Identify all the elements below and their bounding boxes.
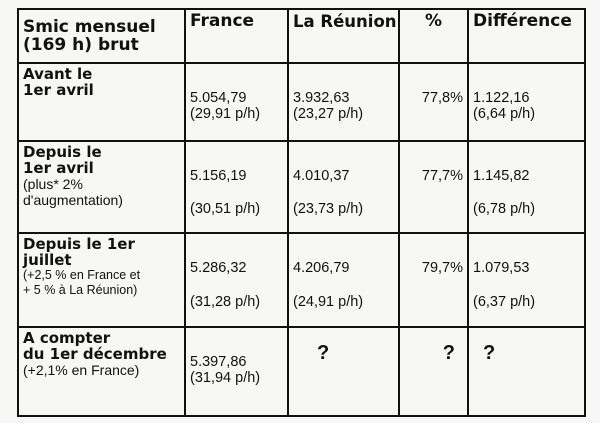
smic-table [17,8,586,417]
row-label-note: (+2,1% en France) [23,362,140,378]
cell-france [185,327,288,416]
france-hourly: (29,91 p/h) [190,106,261,122]
header-difference: Différence [468,9,585,63]
reunion-value: 3.932,63 [293,90,350,106]
percent-unknown: ? [442,342,455,364]
table-row [18,327,585,416]
france-hourly: (30,51 p/h) [190,201,261,217]
reunion-value: 4.010,37 [293,168,350,184]
cell-reunion [288,233,399,327]
percent-value: 77,8% [421,90,463,106]
cell-reunion [288,327,399,416]
table-row [18,233,585,327]
header-percent: % [399,9,468,63]
difference-hourly: (6,37 p/h) [473,294,536,310]
row-label [18,63,185,141]
cell-percent [399,63,468,141]
row-label [18,141,185,233]
cell-reunion [288,63,399,141]
cell-percent [399,141,468,233]
row-label-main: Avant le 1er avril [23,65,94,99]
header-reunion: La Réunion [288,9,399,63]
france-value: 5.156,19 [190,168,247,184]
france-value: 5.286,32 [190,260,247,276]
reunion-unknown: ? [317,342,330,364]
row-label-main: A compter du 1er décembre [23,329,167,363]
row-label [18,327,185,416]
table-row [18,141,585,233]
france-value: 5.054,79 [190,90,247,106]
france-hourly: (31,94 p/h) [190,370,261,386]
reunion-hourly: (23,27 p/h) [293,106,364,122]
header-row [18,9,585,63]
cell-percent [399,327,468,416]
cell-difference [468,63,585,141]
row-label-main: Depuis le 1er avril [23,143,102,177]
cell-france [185,233,288,327]
reunion-hourly: (24,91 p/h) [293,294,364,310]
cell-france [185,141,288,233]
row-label-note: (+2,5 % en France et + 5 % à La Réunion) [23,268,141,297]
cell-difference [468,327,585,416]
difference-hourly: (6,78 p/h) [473,201,536,217]
row-label-note: (plus* 2% d'augmentation) [23,176,123,208]
difference-value: 1.145,82 [473,168,530,184]
row-label-main: Depuis le 1er juillet [23,235,135,269]
table-row [18,63,585,141]
cell-percent [399,233,468,327]
header-france: France [185,9,288,63]
france-value: 5.397,86 [190,354,247,370]
difference-unknown: ? [483,342,496,364]
cell-france [185,63,288,141]
cell-difference [468,233,585,327]
difference-hourly: (6,64 p/h) [473,106,536,122]
reunion-hourly: (23,73 p/h) [293,201,364,217]
difference-value: 1.122,16 [473,90,530,106]
difference-value: 1.079,53 [473,260,530,276]
header-smic: Smic mensuel (169 h) brut [18,9,185,63]
row-label [18,233,185,327]
reunion-value: 4.206,79 [293,260,350,276]
cell-difference [468,141,585,233]
percent-value: 79,7% [421,260,463,276]
percent-value: 77,7% [421,168,463,184]
cell-reunion [288,141,399,233]
france-hourly: (31,28 p/h) [190,294,261,310]
